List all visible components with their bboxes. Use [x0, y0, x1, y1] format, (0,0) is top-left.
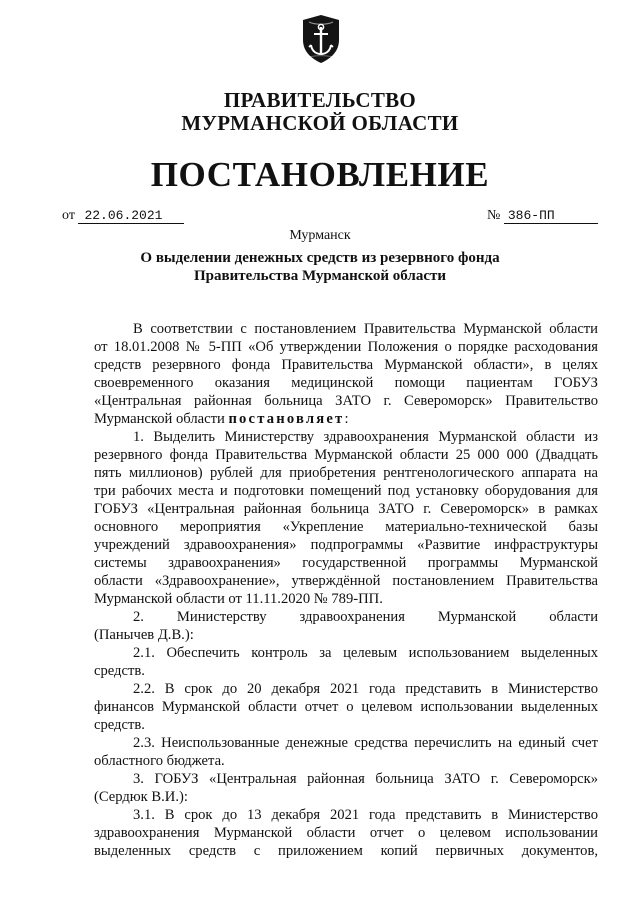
coat-of-arms-icon	[301, 14, 341, 64]
body-line: (Панычев Д.В.):	[94, 627, 194, 643]
body-line: 3.1. В срок до 13 декабря 2021 года представить в Министерство	[133, 807, 598, 823]
document-date-row	[62, 208, 184, 224]
body-line: здравоохранения Мурманской области отчет о целевом использовании	[94, 825, 598, 841]
body-line: средств.	[94, 717, 145, 733]
body-line: 2. Министерству здравоохранения Мурманской области	[133, 609, 598, 625]
resolution-keyword: постановляет	[228, 411, 345, 427]
subject-line2: Правительства Мурманской области	[193, 268, 447, 284]
body-line: 2.2. В срок до 20 декабря 2021 года представить в Министерство	[133, 681, 598, 697]
body-line: системы здравоохранения» государственной программы Мурманской	[94, 555, 598, 571]
body-line: ГОБУЗ «Центральная районная больница ЗАТО г. Североморск» в рамках	[94, 501, 598, 517]
body-line: В соответствии с постановлением Правительства Мурманской области	[133, 321, 598, 337]
government-title-line1: ПРАВИТЕЛЬСТВО	[223, 88, 417, 112]
body-line: средств.	[94, 663, 145, 679]
resolution-text: Мурманской области	[94, 411, 225, 427]
body-line: 2.1. Обеспечить контроль за целевым использованием выделенных	[133, 645, 598, 661]
subject-line1: О выделении денежных средств из резервного фонда	[140, 250, 500, 266]
body-line: (Сердюк В.И.):	[94, 789, 188, 805]
document-type-title: ПОСТАНОВЛЕНИЕ	[150, 155, 490, 194]
body-line: областного бюджета.	[94, 753, 225, 769]
body-line: средств резервного фонда Правительства Мурманской области», в целях	[94, 357, 598, 373]
government-title-line2: МУРМАНСКОЙ ОБЛАСТИ	[181, 111, 459, 135]
body-line: финансов Мурманской области отчет о целевом использовании выделенных	[94, 699, 598, 715]
document-number-row	[487, 208, 598, 224]
body-line: резервного фонда Правительства Мурманской области 25 000 000 (Двадцать	[94, 447, 598, 463]
date-prefix: от	[62, 208, 75, 223]
body-line: учреждений здравоохранения» подпрограммы «Развитие инфраструктуры	[94, 537, 598, 553]
document-date: 22.06.2021	[78, 209, 184, 224]
body-line: основного мероприятия «Укрепление материально-технической базы	[94, 519, 598, 535]
resolution-colon: :	[344, 411, 349, 427]
body-line: 2.3. Неиспользованные денежные средства перечислить на единый счет	[133, 735, 598, 751]
body-line: 1. Выделить Министерству здравоохранения Мурманской области из	[133, 429, 598, 445]
document-number: 386-ПП	[504, 209, 598, 224]
body-line: от 18.01.2008 № 5-ПП «Об утверждении Положения о порядке расходования	[94, 339, 598, 355]
city-name: Мурманск	[289, 228, 351, 243]
body-line: выделенных средств с приложением копий первичных документов,	[94, 843, 598, 859]
body-line: три рабочих места и подготовки помещений под установку оборудования для	[94, 483, 598, 499]
body-line: «Центральная районная больница ЗАТО г. Североморск» Правительство	[94, 393, 598, 409]
body-line: области «Здравоохранение», утверждённой постановлением Правительства	[94, 573, 598, 589]
body-line: своевременного оказания медицинской помощи пациентам ГОБУЗ	[94, 375, 598, 391]
body-line: пять миллионов) рублей для приобретения рентгенологического аппарата на	[94, 465, 598, 481]
body-line-resolution	[94, 411, 598, 428]
body-line: 3. ГОБУЗ «Центральная районная больница ЗАТО г. Североморск»	[133, 771, 598, 787]
body-line: Мурманской области от 11.11.2020 № 789-ПП.	[94, 591, 383, 607]
number-prefix: №	[487, 208, 501, 223]
